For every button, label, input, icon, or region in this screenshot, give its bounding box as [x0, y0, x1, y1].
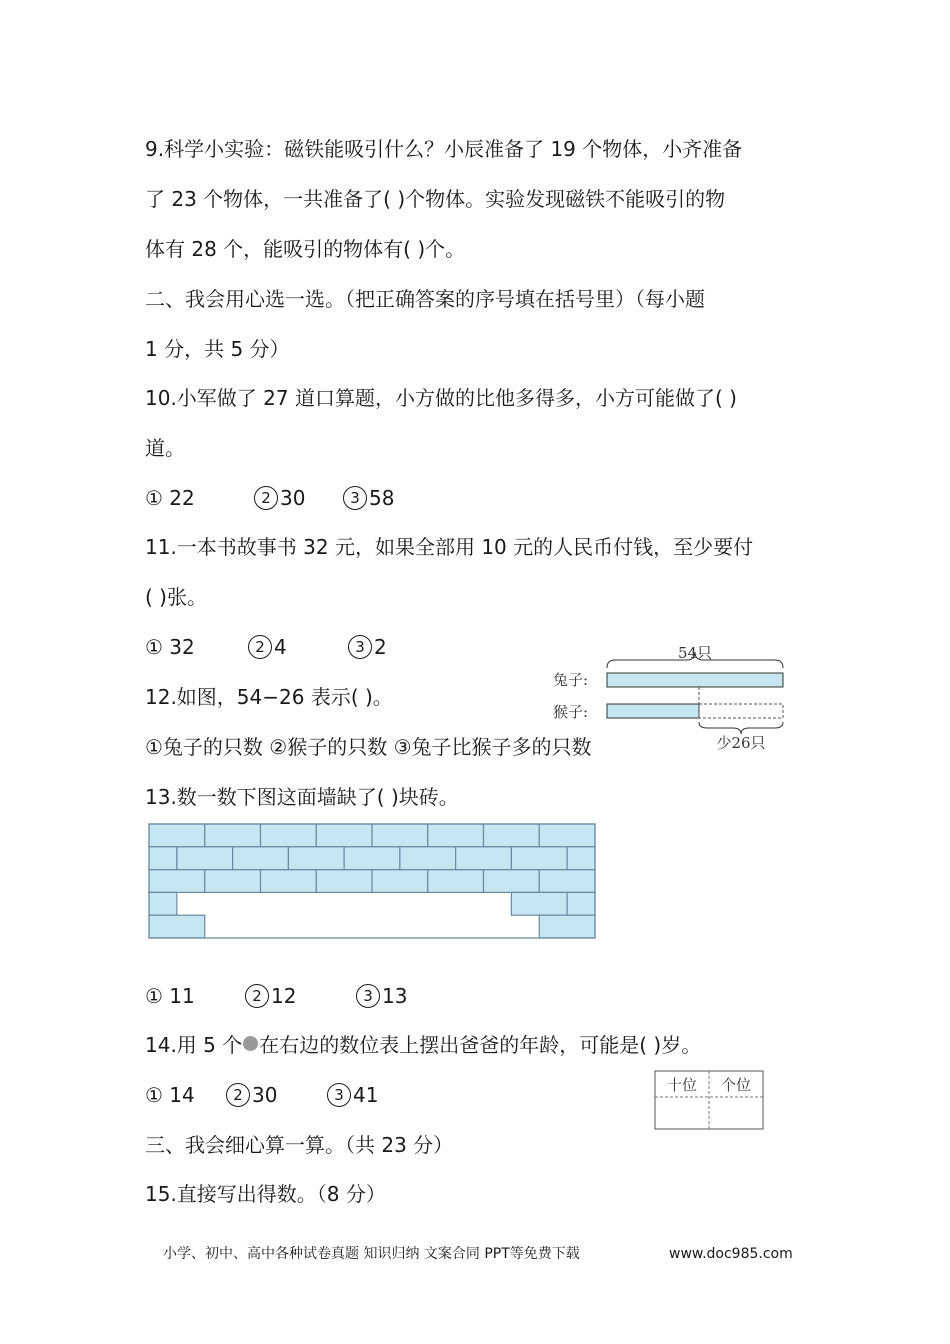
wall-brick [539, 915, 595, 938]
total-label: 54只 [677, 644, 713, 662]
q12-line-1: 12.如图，54−26 表示( )。 [145, 685, 393, 709]
q11-option-2: 2 4 [248, 632, 287, 662]
q14-line-1: 14.用 5 个 在右边的数位表上摆出爸爸的年龄，可能是( )岁。 [145, 1033, 702, 1057]
q11-option-1: ① 32 [145, 635, 195, 659]
wall-brick [344, 847, 400, 870]
wall-brick [511, 892, 567, 915]
wall-brick [484, 870, 540, 893]
wall-brick [372, 824, 428, 847]
footer-site: www.doc985.com [669, 1246, 793, 1262]
monkey-gap-dashed [699, 704, 783, 718]
q14-option-2: 2 30 [226, 1080, 277, 1110]
rabbit-bar [607, 673, 783, 687]
q14-option-3: 3 41 [327, 1080, 378, 1110]
wall-brick [539, 870, 595, 893]
diff-brace [699, 722, 783, 734]
diff-label: 少26只 [716, 734, 766, 752]
q12-choices: ①兔子的只数 ②猴子的只数 ③兔子比猴子多的只数 [145, 735, 592, 759]
q13-option-2: 2 12 [245, 981, 296, 1011]
footer-text: 小学、初中、高中各种试卷真题 知识归纳 文案合同 PPT等免费下载 [163, 1246, 580, 1262]
q13-line-1: 13.数一数下图这面墙缺了( )块砖。 [145, 785, 459, 809]
counter-dot-icon [243, 1036, 258, 1051]
wall-brick [149, 824, 205, 847]
wall-brick [149, 915, 205, 938]
q11-line-1: 11.一本书故事书 32 元，如果全部用 10 元的人民币付钱，至少要付 [145, 535, 754, 559]
section2-heading-cont: 1 分，共 5 分） [145, 337, 290, 361]
q10-option-3: 3 58 [343, 483, 394, 513]
wall-brick [177, 847, 233, 870]
wall-brick [149, 870, 205, 893]
wall-brick [567, 892, 595, 915]
q11-line-2: ( )张。 [145, 585, 207, 609]
section3-heading: 三、我会细心算一算。（共 23 分） [145, 1133, 454, 1157]
wall-brick [400, 847, 456, 870]
wall-brick [316, 824, 372, 847]
q9-line-3: 体有 28 个，能吸引的物体有( )个。 [145, 237, 466, 261]
q9-line-1: 9.科学小实验：磁铁能吸引什么？小辰准备了 19 个物体，小齐准备 [145, 137, 743, 161]
wall-brick [316, 870, 372, 893]
rabbit-label: 兔子: [553, 671, 589, 689]
wall-brick [149, 892, 177, 915]
wall-brick [484, 824, 540, 847]
wall-brick [428, 824, 484, 847]
wall-brick [511, 847, 567, 870]
brick-wall [147, 822, 597, 942]
monkey-label: 猴子: [553, 703, 589, 721]
tens-header: 十位 [666, 1076, 698, 1094]
q15-line-1: 15.直接写出得数。（8 分） [145, 1182, 386, 1206]
ones-header: 个位 [720, 1076, 752, 1094]
wall-brick [372, 870, 428, 893]
q10-option-1: ① 22 [145, 486, 195, 510]
q10-option-2: 2 30 [254, 483, 305, 513]
section2-heading: 二、我会用心选一选。（把正确答案的序号填在括号里）（每小题 [145, 287, 705, 311]
wall-brick [567, 847, 595, 870]
q11-option-3: 3 2 [348, 632, 387, 662]
wall-brick [456, 847, 512, 870]
q9-line-2: 了 23 个物体，一共准备了( )个物体。实验发现磁铁不能吸引的物 [145, 187, 726, 211]
wall-brick [539, 824, 595, 847]
q14-option-1: ① 14 [145, 1083, 195, 1107]
wall-brick [261, 870, 317, 893]
q12-bar-diagram [545, 640, 805, 755]
wall-brick [288, 847, 344, 870]
q10-line-2: 道。 [145, 436, 185, 460]
monkey-bar [607, 704, 699, 718]
q13-option-3: 3 13 [356, 981, 407, 1011]
wall-brick [428, 870, 484, 893]
wall-brick [233, 847, 289, 870]
wall-brick [149, 847, 177, 870]
wall-brick [261, 824, 317, 847]
wall-brick [205, 824, 261, 847]
place-value-table [654, 1070, 766, 1132]
wall-brick [205, 870, 261, 893]
q10-line-1: 10.小军做了 27 道口算题，小方做的比他多得多，小方可能做了( ) [145, 386, 737, 410]
q13-option-1: ① 11 [145, 984, 195, 1008]
